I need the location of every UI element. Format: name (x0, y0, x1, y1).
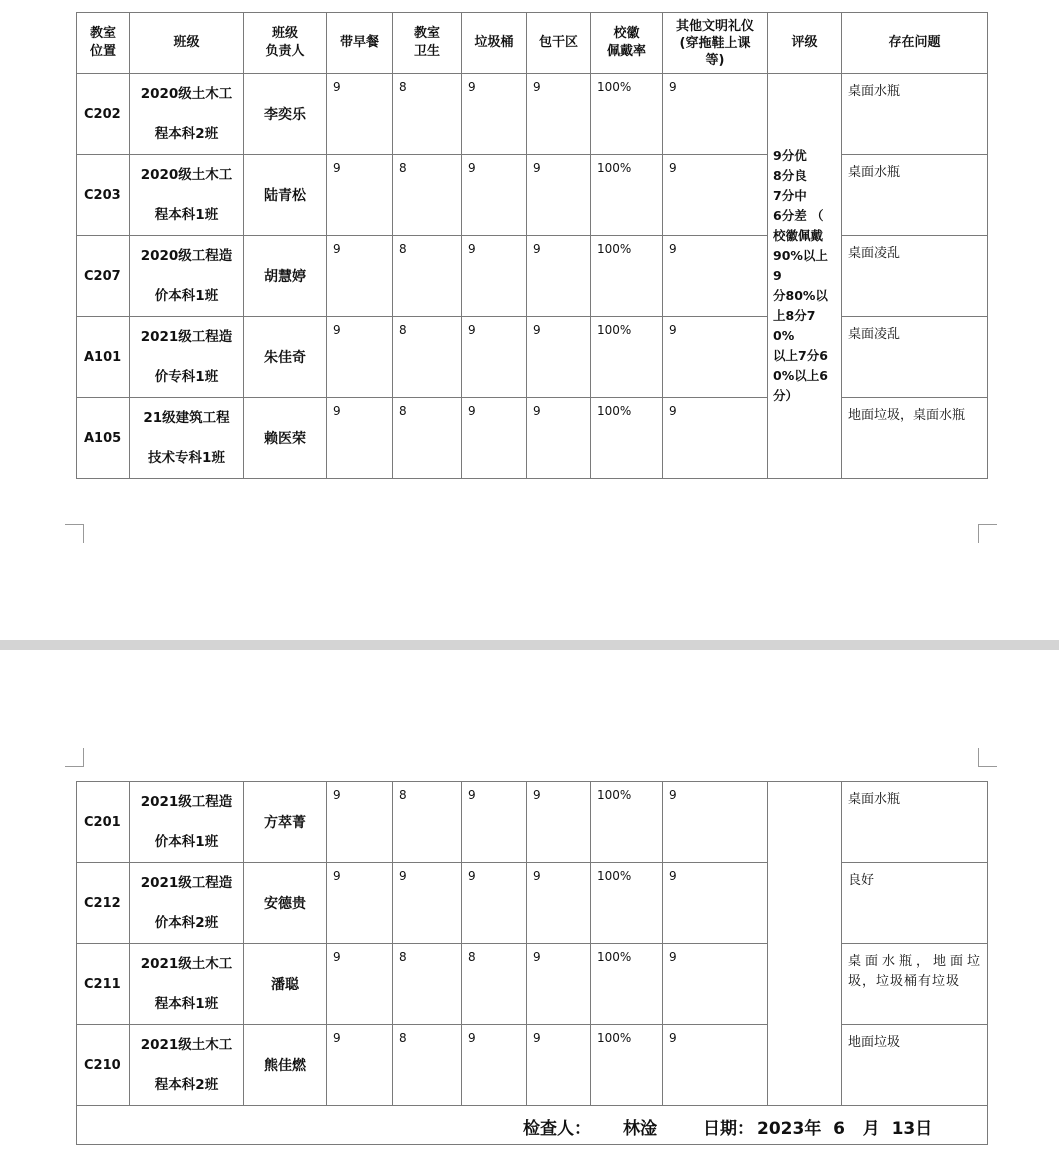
zone-score-cell (527, 782, 591, 863)
etiquette-score-cell (663, 782, 768, 863)
issue-text: 桌面凌乱 (848, 327, 901, 342)
header-issue: 存在问题 (842, 13, 988, 74)
room-cell (77, 944, 130, 1025)
date-label: 日期： (703, 1119, 754, 1139)
leader-cell (244, 1025, 327, 1106)
etiquette-score: 9 (669, 869, 677, 883)
etiquette-score: 9 (669, 788, 677, 802)
badge-score-cell (591, 74, 663, 155)
trash-score-cell (462, 236, 527, 317)
room-code: A105 (84, 430, 122, 446)
trash-score-cell (462, 155, 527, 236)
zone-score: 9 (533, 323, 541, 337)
breakfast-score-cell (327, 863, 393, 944)
breakfast-score-cell (327, 74, 393, 155)
etiquette-score: 9 (669, 323, 677, 337)
trash-score: 9 (468, 161, 476, 175)
class-name-line: 价专科1班 (154, 369, 219, 385)
leader-cell (244, 863, 327, 944)
issue-text: 桌面水瓶，地面垃圾，垃圾桶有垃圾 (848, 954, 981, 989)
header-breakfast: 带早餐 (327, 13, 393, 74)
room-cell (77, 236, 130, 317)
class-name-line: 2021级工程造 (140, 875, 233, 891)
leader-name: 方萃菁 (264, 815, 306, 831)
class-name-line: 2020级土木工 (140, 86, 233, 102)
breakfast-score-cell (327, 236, 393, 317)
issue-cell (842, 1025, 988, 1106)
room-code: C212 (84, 895, 121, 911)
room-cell (77, 155, 130, 236)
issue-cell (842, 398, 988, 479)
table-row (77, 155, 988, 236)
leader-cell (244, 236, 327, 317)
hygiene-score: 8 (399, 80, 407, 94)
trash-score: 9 (468, 242, 476, 256)
leader-name: 潘聪 (271, 977, 299, 993)
class-name-line: 2021级土木工 (140, 956, 233, 972)
trash-score-cell (462, 863, 527, 944)
class-cell (130, 1025, 244, 1106)
inspector-label: 检查人： (523, 1119, 591, 1139)
badge-score-cell (591, 863, 663, 944)
class-name-line: 技术专科1班 (148, 450, 225, 466)
zone-score-cell (527, 398, 591, 479)
class-cell (130, 317, 244, 398)
leader-cell (244, 398, 327, 479)
room-cell (77, 863, 130, 944)
rating-cell (768, 782, 842, 1106)
table-row (77, 863, 988, 944)
rating-criteria-line: 校徽佩戴 (773, 228, 824, 243)
etiquette-score: 9 (669, 80, 677, 94)
zone-score: 9 (533, 404, 541, 418)
badge-score: 100% (597, 950, 632, 964)
issue-cell (842, 863, 988, 944)
breakfast-score: 9 (333, 950, 341, 964)
etiquette-score-cell (663, 944, 768, 1025)
zone-score: 9 (533, 950, 541, 964)
breakfast-score: 9 (333, 1031, 341, 1045)
room-code: C207 (84, 268, 121, 284)
rating-cell (768, 74, 842, 479)
header-etiquette: 其他文明礼仪 (穿拖鞋上课 等) (663, 13, 768, 74)
trash-score: 8 (468, 950, 476, 964)
header-trash: 垃圾桶 (462, 13, 527, 74)
header-class: 班级 (130, 13, 244, 74)
rating-criteria-line: 分80%以 (773, 288, 828, 303)
issue-text: 地面垃圾 (848, 1035, 901, 1050)
hygiene-score-cell (393, 236, 462, 317)
breakfast-score: 9 (333, 323, 341, 337)
rating-criteria-line: 上8分70% (773, 308, 816, 343)
zone-score-cell (527, 944, 591, 1025)
etiquette-score-cell (663, 74, 768, 155)
trash-score-cell (462, 398, 527, 479)
leader-cell (244, 155, 327, 236)
etiquette-score: 9 (669, 242, 677, 256)
class-name-line: 2021级工程造 (140, 794, 233, 810)
header-zone: 包干区 (527, 13, 591, 74)
room-cell (77, 1025, 130, 1106)
etiquette-score-cell (663, 155, 768, 236)
badge-score-cell (591, 782, 663, 863)
class-cell (130, 863, 244, 944)
trash-score: 9 (468, 788, 476, 802)
breakfast-score-cell (327, 398, 393, 479)
class-cell (130, 782, 244, 863)
hygiene-score-cell (393, 863, 462, 944)
breakfast-score: 9 (333, 404, 341, 418)
hygiene-score: 8 (399, 242, 407, 256)
issue-text: 桌面凌乱 (848, 246, 901, 261)
issue-text: 桌面水瓶 (848, 792, 901, 807)
trash-score: 9 (468, 323, 476, 337)
room-cell (77, 398, 130, 479)
rating-criteria-line: 7分中 (773, 188, 807, 203)
leader-name: 胡慧婷 (264, 269, 306, 285)
zone-score-cell (527, 155, 591, 236)
hygiene-score: 8 (399, 1031, 407, 1045)
badge-score-cell (591, 398, 663, 479)
room-cell (77, 317, 130, 398)
table-row (77, 317, 988, 398)
issue-cell (842, 944, 988, 1025)
leader-cell (244, 317, 327, 398)
breakfast-score-cell (327, 1025, 393, 1106)
hygiene-score: 9 (399, 869, 407, 883)
class-cell (130, 398, 244, 479)
badge-score: 100% (597, 242, 632, 256)
badge-score-cell (591, 236, 663, 317)
badge-score-cell (591, 317, 663, 398)
issue-cell (842, 236, 988, 317)
page-corner-mark (978, 748, 997, 767)
page-corner-mark (978, 524, 997, 543)
breakfast-score: 9 (333, 869, 341, 883)
zone-score-cell (527, 236, 591, 317)
room-code: C202 (84, 106, 121, 122)
zone-score-cell (527, 863, 591, 944)
trash-score: 9 (468, 1031, 476, 1045)
badge-score-cell (591, 944, 663, 1025)
inspection-table-page-2 (76, 781, 988, 1145)
hygiene-score-cell (393, 1025, 462, 1106)
table-row (77, 1025, 988, 1106)
zone-score-cell (527, 74, 591, 155)
header-rating: 评级 (768, 13, 842, 74)
leader-name: 朱佳奇 (264, 350, 306, 366)
badge-score: 100% (597, 161, 632, 175)
inspection-date: 2023年 6 月 13日 (757, 1119, 933, 1139)
hygiene-score: 8 (399, 404, 407, 418)
breakfast-score: 9 (333, 788, 341, 802)
trash-score: 9 (468, 404, 476, 418)
class-name-line: 价本科1班 (154, 834, 219, 850)
leader-cell (244, 74, 327, 155)
issue-text: 桌面水瓶 (848, 165, 901, 180)
class-cell (130, 155, 244, 236)
zone-score-cell (527, 317, 591, 398)
header-hygiene: 教室 卫生 (393, 13, 462, 74)
class-name-line: 价本科2班 (154, 915, 219, 931)
signature-row (77, 1106, 988, 1145)
class-name-line: 2021级土木工 (140, 1037, 233, 1053)
etiquette-score-cell (663, 317, 768, 398)
etiquette-score: 9 (669, 404, 677, 418)
class-name-line: 2021级工程造 (140, 329, 233, 345)
hygiene-score: 8 (399, 788, 407, 802)
issue-text: 地面垃圾，桌面水瓶 (848, 408, 966, 423)
table-row (77, 236, 988, 317)
rating-criteria-line: 8分良 (773, 168, 807, 183)
class-name-line: 2020级土木工 (140, 167, 233, 183)
room-code: C201 (84, 814, 121, 830)
class-cell (130, 236, 244, 317)
room-code: A101 (84, 349, 122, 365)
hygiene-score-cell (393, 944, 462, 1025)
class-name-line: 程本科1班 (154, 996, 219, 1012)
badge-score: 100% (597, 80, 632, 94)
zone-score: 9 (533, 242, 541, 256)
class-name-line: 2020级工程造 (140, 248, 233, 264)
table-row (77, 398, 988, 479)
badge-score: 100% (597, 404, 632, 418)
breakfast-score-cell (327, 317, 393, 398)
zone-score: 9 (533, 161, 541, 175)
hygiene-score: 8 (399, 323, 407, 337)
trash-score-cell (462, 317, 527, 398)
issue-cell (842, 74, 988, 155)
hygiene-score: 8 (399, 161, 407, 175)
table-header-row (77, 13, 988, 74)
etiquette-score: 9 (669, 161, 677, 175)
leader-name: 熊佳燃 (264, 1058, 306, 1074)
badge-score: 100% (597, 323, 632, 337)
page-corner-mark (65, 524, 84, 543)
class-name-line: 程本科2班 (154, 1077, 219, 1093)
trash-score-cell (462, 74, 527, 155)
leader-name: 陆青松 (264, 188, 306, 204)
etiquette-score-cell (663, 236, 768, 317)
leader-cell (244, 782, 327, 863)
breakfast-score: 9 (333, 242, 341, 256)
rating-criteria-line: 6分差 （ (773, 208, 824, 223)
issue-cell (842, 317, 988, 398)
breakfast-score-cell (327, 155, 393, 236)
hygiene-score-cell (393, 74, 462, 155)
page-separator (0, 640, 1059, 650)
zone-score: 9 (533, 869, 541, 883)
inspection-table-page-1 (76, 12, 988, 479)
hygiene-score: 8 (399, 950, 407, 964)
etiquette-score-cell (663, 1025, 768, 1106)
room-cell (77, 782, 130, 863)
hygiene-score-cell (393, 155, 462, 236)
trash-score-cell (462, 1025, 527, 1106)
badge-score-cell (591, 155, 663, 236)
rating-criteria-line: 90%以上9 (773, 248, 828, 283)
hygiene-score-cell (393, 317, 462, 398)
class-cell (130, 944, 244, 1025)
rating-criteria-line: 9分优 (773, 148, 807, 163)
leader-name: 李奕乐 (264, 107, 306, 123)
class-name-line: 21级建筑工程 (143, 410, 230, 426)
inspector-name: 林淦 (623, 1119, 657, 1139)
trash-score-cell (462, 944, 527, 1025)
issue-cell (842, 782, 988, 863)
zone-score: 9 (533, 1031, 541, 1045)
class-name-line: 程本科2班 (154, 126, 219, 142)
room-code: C210 (84, 1057, 121, 1073)
issue-cell (842, 155, 988, 236)
hygiene-score-cell (393, 398, 462, 479)
leader-cell (244, 944, 327, 1025)
trash-score: 9 (468, 80, 476, 94)
room-code: C203 (84, 187, 121, 203)
header-badge: 校徽 佩戴率 (591, 13, 663, 74)
class-name-line: 价本科1班 (154, 288, 219, 304)
badge-score: 100% (597, 869, 632, 883)
etiquette-score: 9 (669, 1031, 677, 1045)
room-code: C211 (84, 976, 121, 992)
room-cell (77, 74, 130, 155)
badge-score: 100% (597, 788, 632, 802)
etiquette-score-cell (663, 863, 768, 944)
hygiene-score-cell (393, 782, 462, 863)
leader-name: 赖医荣 (264, 431, 306, 447)
header-room: 教室 位置 (77, 13, 130, 74)
badge-score-cell (591, 1025, 663, 1106)
zone-score-cell (527, 1025, 591, 1106)
table-row (77, 74, 988, 155)
rating-criteria-line: 以上7分6 (773, 348, 828, 363)
breakfast-score: 9 (333, 161, 341, 175)
badge-score: 100% (597, 1031, 632, 1045)
etiquette-score: 9 (669, 950, 677, 964)
signature-cell (77, 1106, 988, 1145)
class-cell (130, 74, 244, 155)
zone-score: 9 (533, 788, 541, 802)
breakfast-score-cell (327, 944, 393, 1025)
issue-text: 桌面水瓶 (848, 84, 901, 99)
rating-criteria-line: 分） (773, 388, 799, 403)
header-leader: 班级 负责人 (244, 13, 327, 74)
table-row (77, 782, 988, 863)
table-row (77, 944, 988, 1025)
leader-name: 安德贵 (264, 896, 306, 912)
page-corner-mark (65, 748, 84, 767)
trash-score: 9 (468, 869, 476, 883)
trash-score-cell (462, 782, 527, 863)
zone-score: 9 (533, 80, 541, 94)
breakfast-score-cell (327, 782, 393, 863)
breakfast-score: 9 (333, 80, 341, 94)
etiquette-score-cell (663, 398, 768, 479)
class-name-line: 程本科1班 (154, 207, 219, 223)
issue-text: 良好 (848, 873, 875, 888)
rating-criteria-line: 0%以上6 (773, 368, 828, 383)
